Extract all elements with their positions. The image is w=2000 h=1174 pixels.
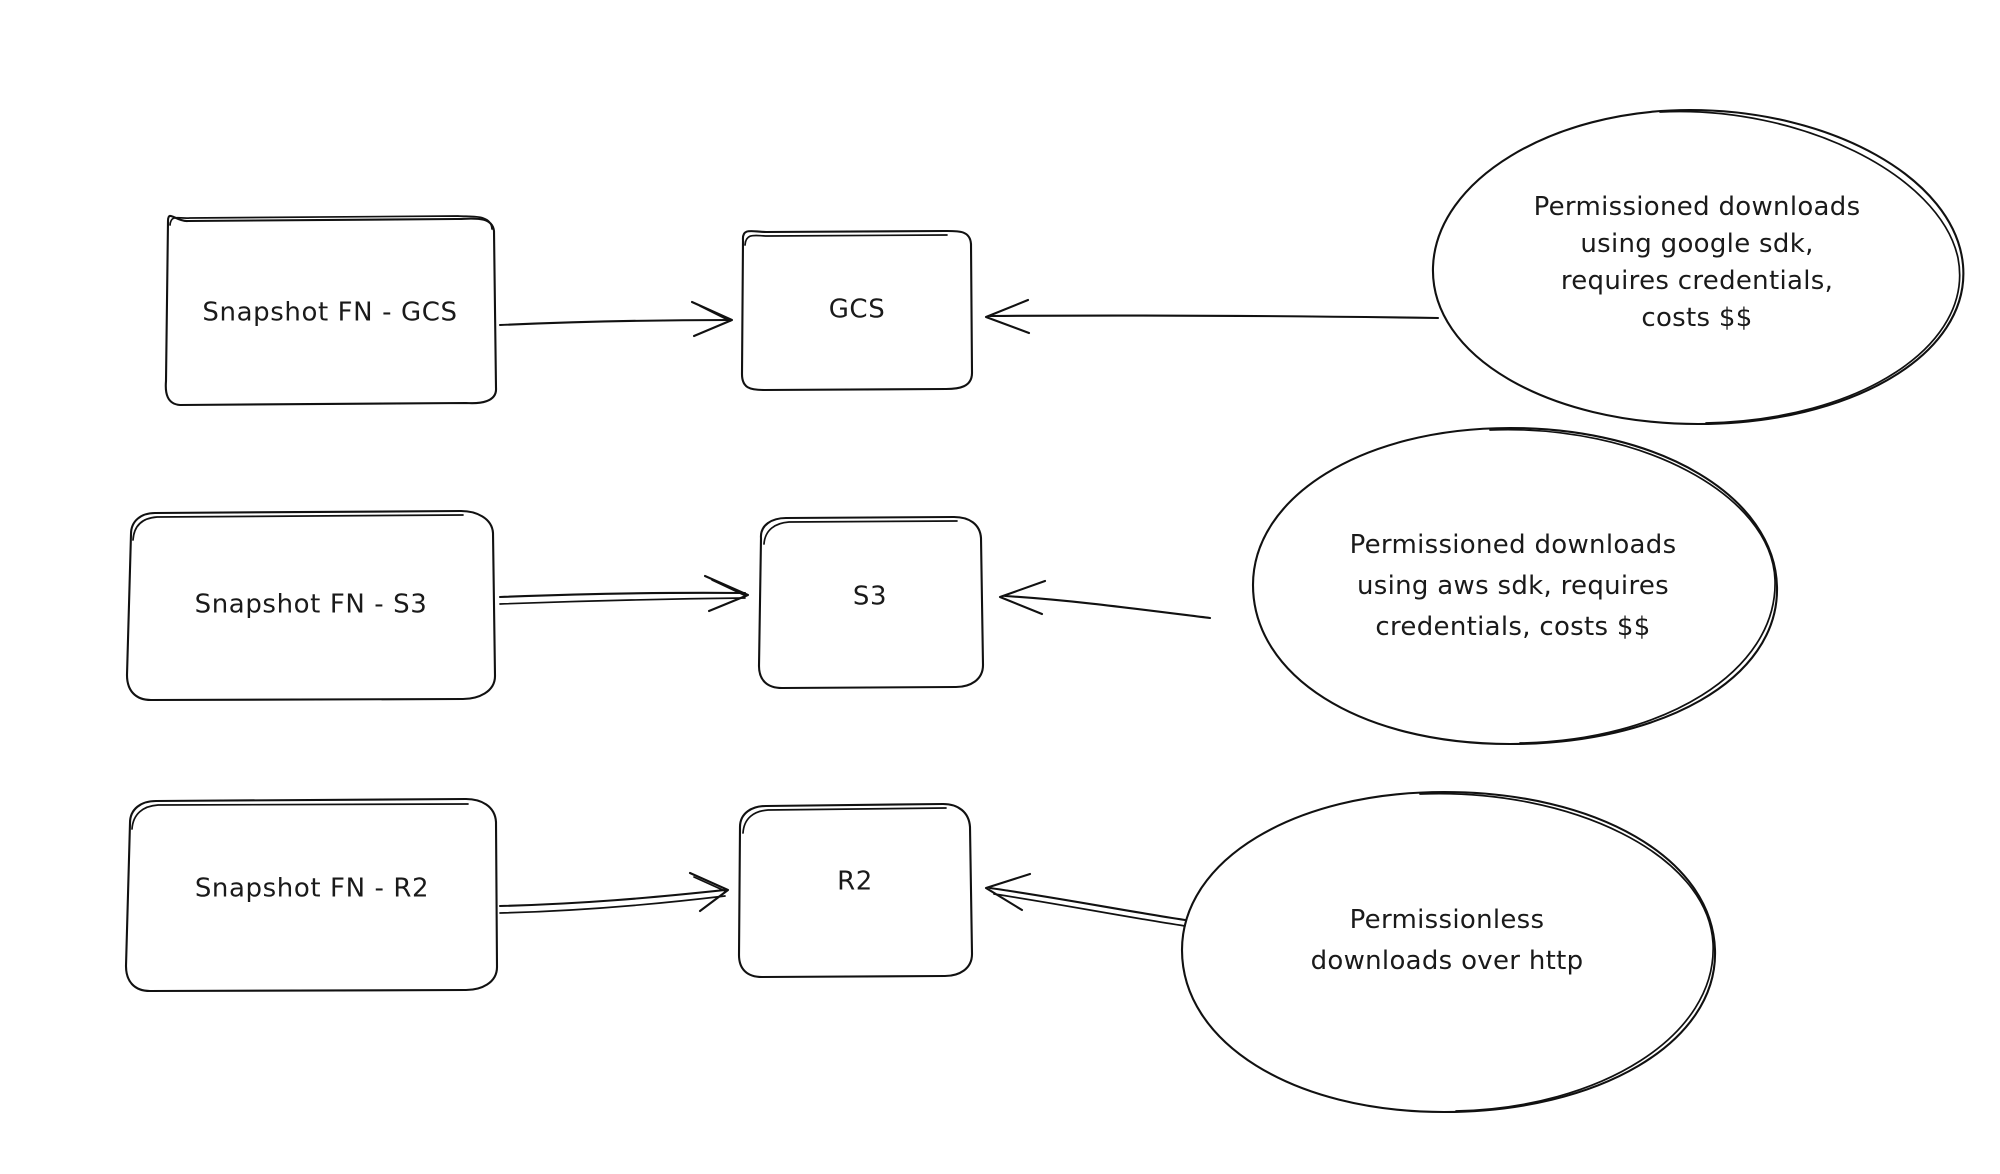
node-label-r2: R2 — [837, 866, 873, 897]
arrow-snapshot-fn-r2-to-r2 — [500, 873, 728, 913]
note-r2-line-1: Permissionless — [1349, 905, 1545, 935]
node-snapshot-fn-gcs[interactable] — [166, 216, 496, 405]
node-label-snapshot-fn-r2: Snapshot FN - R2 — [194, 873, 430, 904]
row-gcs — [166, 110, 1964, 424]
node-s3[interactable] — [759, 517, 983, 688]
arrow-snapshot-fn-s3-to-s3 — [500, 576, 748, 611]
note-r2[interactable] — [1182, 792, 1715, 1112]
arrow-note-s3-to-s3 — [1000, 581, 1210, 618]
arrow-note-gcs-to-gcs — [986, 300, 1438, 333]
note-gcs-line-3: requires credentials, — [1560, 266, 1834, 296]
note-gcs-line-2: using google sdk, — [1580, 229, 1814, 259]
row-r2 — [126, 792, 1715, 1112]
arrow-snapshot-fn-gcs-to-gcs — [500, 302, 732, 336]
row-s3 — [127, 428, 1777, 744]
note-s3-line-1: Permissioned downloads — [1349, 530, 1677, 560]
node-label-snapshot-fn-gcs: Snapshot FN - GCS — [202, 297, 458, 328]
note-r2-line-2: downloads over http — [1310, 946, 1584, 976]
node-label-snapshot-fn-s3: Snapshot FN - S3 — [194, 589, 428, 620]
note-gcs-line-4: costs $$ — [1641, 303, 1753, 333]
node-label-gcs: GCS — [828, 294, 886, 325]
note-s3-line-3: credentials, costs $$ — [1375, 612, 1651, 642]
node-label-s3: S3 — [852, 581, 888, 612]
note-gcs-line-1: Permissioned downloads — [1533, 192, 1861, 222]
note-s3[interactable] — [1253, 428, 1777, 744]
node-gcs[interactable] — [742, 231, 972, 390]
arrow-note-r2-to-r2 — [986, 874, 1185, 926]
note-gcs[interactable] — [1433, 110, 1963, 424]
node-r2[interactable] — [739, 804, 972, 977]
node-snapshot-fn-s3[interactable] — [127, 511, 495, 700]
note-s3-line-2: using aws sdk, requires — [1356, 571, 1670, 601]
node-snapshot-fn-r2[interactable] — [126, 799, 497, 991]
